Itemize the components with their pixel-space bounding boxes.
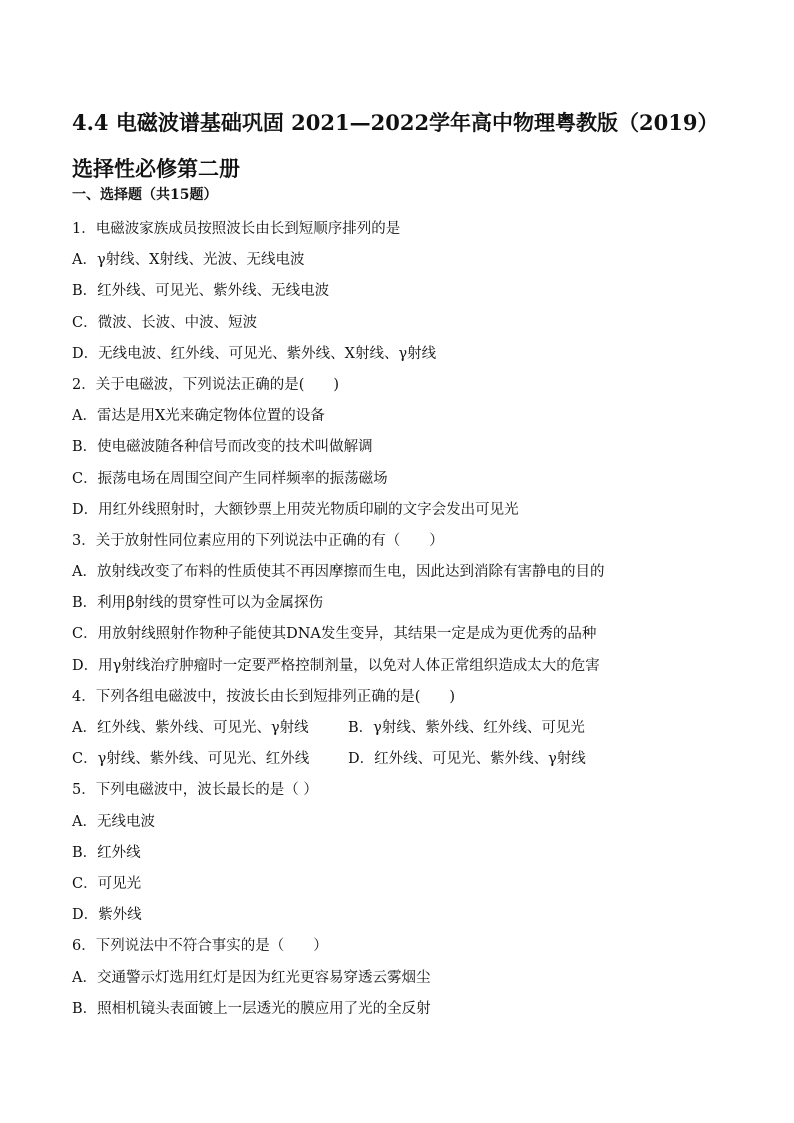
option: C．振荡电场在周围空间产生同样频率的振荡磁场 xyxy=(72,470,388,487)
question-stem: 5．下列电磁波中，波长最长的是（ ） xyxy=(72,782,318,799)
option: A．雷达是用X光来确定物体位置的设备 xyxy=(72,408,325,425)
option: A．放射线改变了布料的性质使其不再因摩擦而生电，因此达到消除有害静电的目的 xyxy=(72,564,605,581)
option: C．用放射线照射作物种子能使其DNA发生变异，其结果一定是成为更优秀的品种 xyxy=(72,626,597,643)
option: A．γ射线、X射线、光波、无线电波 xyxy=(72,252,305,269)
option: C．γ射线、紫外线、可见光、红外线 xyxy=(72,751,310,768)
option: D．紫外线 xyxy=(72,907,142,924)
option: A．红外线、紫外线、可见光、γ射线 xyxy=(72,720,309,736)
question-stem: 6．下列说法中不符合事实的是（ ） xyxy=(72,938,328,955)
question-stem: 2．关于电磁波，下列说法正确的是( ) xyxy=(72,376,340,393)
option-row xyxy=(72,744,732,775)
question-stem: 4．下列各组电磁波中，按波长由长到短排列正确的是( ) xyxy=(72,688,456,705)
option: B．利用β射线的贯穿性可以为金属探伤 xyxy=(72,595,324,612)
option: A．交通警示灯选用红灯是因为红光更容易穿透云雾烟尘 xyxy=(72,969,431,986)
option: D．无线电波、红外线、可见光、紫外线、X射线、γ射线 xyxy=(72,345,437,362)
option: B．γ射线、紫外线、红外线、可见光 xyxy=(348,720,585,736)
option: D．用红外线照射时，大额钞票上用荧光物质印刷的文字会发出可见光 xyxy=(72,501,519,518)
option: D．用γ射线治疗肿瘤时一定要严格控制剂量，以免对人体正常组织造成太大的危害 xyxy=(72,657,600,674)
question-stem: 3．关于放射性同位素应用的下列说法中正确的有（ ） xyxy=(72,532,444,549)
option: C．可见光 xyxy=(72,875,142,892)
page-title: 4.4 电磁波谱基础巩固 2021—2022学年高中物理粤教版（2019）选择性必修第二册 xyxy=(72,110,719,181)
option: D．红外线、可见光、紫外线、γ射线 xyxy=(348,751,586,768)
question-stem: 1．电磁波家族成员按照波长由长到短顺序排列的是 xyxy=(72,221,401,237)
question-list xyxy=(72,214,732,1025)
option: B．照相机镜头表面镀上一层透光的膜应用了光的全反射 xyxy=(72,1000,431,1017)
option: B．红外线 xyxy=(72,844,141,861)
option-row xyxy=(72,713,732,744)
option: B．使电磁波随各种信号而改变的技术叫做解调 xyxy=(72,439,373,456)
section-heading: 一、选择题（共15题） xyxy=(72,187,218,203)
option: A．无线电波 xyxy=(72,813,155,830)
option: B．红外线、可见光、紫外线、无线电波 xyxy=(72,283,330,300)
option: C．微波、长波、中波、短波 xyxy=(72,314,258,331)
